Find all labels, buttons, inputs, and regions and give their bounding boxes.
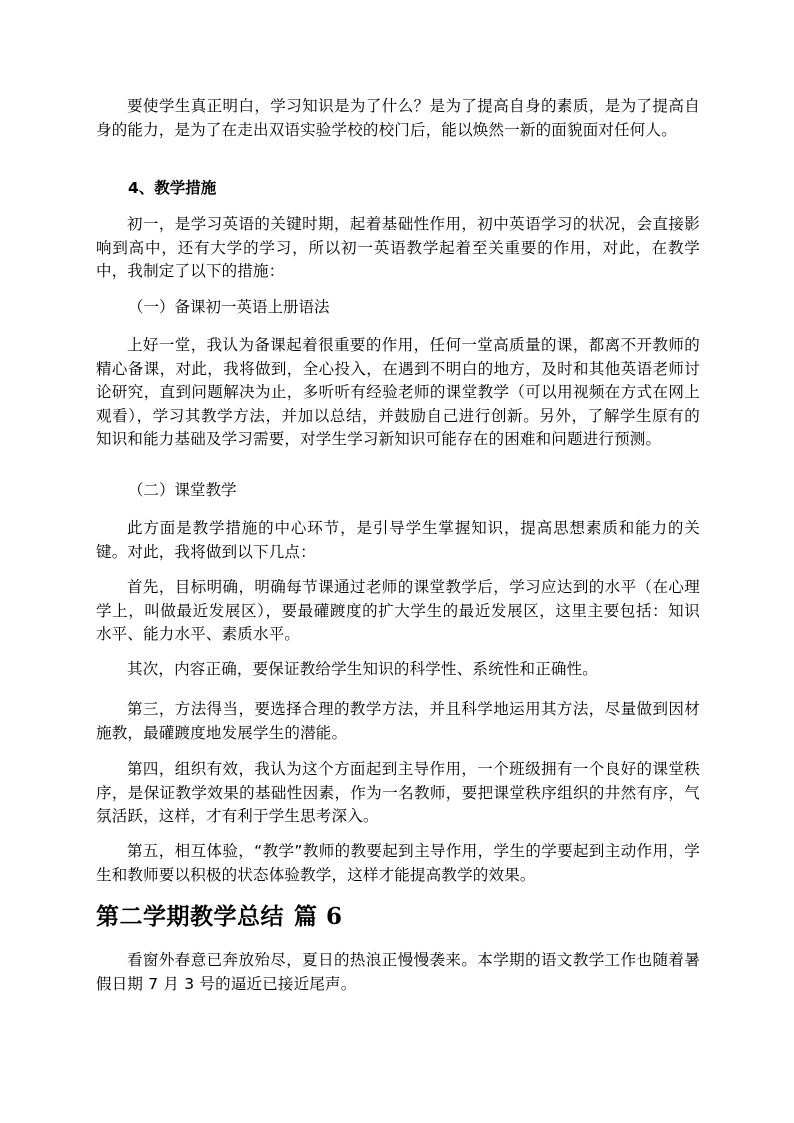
paragraph-classroom: 此方面是教学措施的中心环节，是引导学生掌握知识，提高思想素质和能力的关键。对此，我将做到以下几点： (96, 519, 700, 561)
paragraph-summer: 看窗外春意已奔放殆尽，夏日的热浪正慢慢袭来。本学期的语文教学工作也随着暑假日期 7 月 3 号的逼近已接近尾声。 (96, 951, 700, 993)
section-title (96, 901, 343, 933)
subheading-lesson-prep: （一）备课初一英语上册语法 (128, 298, 330, 316)
paragraph-grade-one: 初一，是学习英语的关键时期，起着基础性作用，初中英语学习的状况，会直接影响到高中，还有大学的学习，所以初一英语教学起着至关重要的作用，对此，在教学中，我制定了以下的措施： (96, 215, 700, 281)
paragraph-fourth: 第四，组织有效，我认为这个方面起到主导作用，一个班级拥有一个良好的课堂秩序，是保证教学效果的基础性因素，作为一名教师，要把课堂秩序组织的井然有序，气氛活跃，这样，才有利于学生思考深入。 (96, 760, 700, 826)
paragraph-first: 首先，目标明确，明确每节课通过老师的课堂教学后，学习应达到的水平（在心理学上，叫做最近发展区），要最礶踱度的扩大学生的最近发展区，这里主要包括：知识水平、能力水平、素质水平。 (96, 578, 700, 644)
paragraph-third: 第三，方法得当，要选择合理的教学方法，并且科学地运用其方法，尽量做到因材施教，最礶踱度地发展学生的潜能。 (96, 700, 700, 742)
section-title-text: 第二学期教学总结 (96, 903, 284, 930)
paragraph-second: 其次，内容正确，要保证教给学生知识的科学性、系统性和正确性。 (127, 660, 599, 678)
paragraph-purpose: 要使学生真正明白，学习知识是为了什么？是为了提高自身的素质，是为了提高自身的能力，是为了在走出双语实验学校的校门后，能以焕然一新的面貌面对任何人。 (96, 97, 700, 139)
heading-teaching-measures: 4、教学措施 (128, 179, 217, 197)
subheading-classroom: （二）课堂教学 (128, 481, 237, 499)
section-part-number: 篇 6 (294, 903, 343, 930)
paragraph-fifth: 第五，相互体验，“教学”教师的教要起到主导作用，学生的学要起到主动作用，学生和教师要以积极的状态体验教学，这样才能提高教学的效果。 (96, 842, 700, 884)
paragraph-lesson-prep: 上好一堂，我认为备课起着很重要的作用，任何一堂高质量的课，都离不开教师的精心备课，对此，我将做到，全心投入，在遇到不明白的地方，及时和其他英语老师讨论研究，直到问题解决为止，多听听有经验老师的课堂教学（可以用视频在方式在网上观看），学习其教学方法，并加以总结，并鼓励自己进行创新。另外，了解学生原有的知识和能力基础及学习需要，对学生学习新知识可能存在的困难和问题进行预测。 (96, 336, 700, 449)
